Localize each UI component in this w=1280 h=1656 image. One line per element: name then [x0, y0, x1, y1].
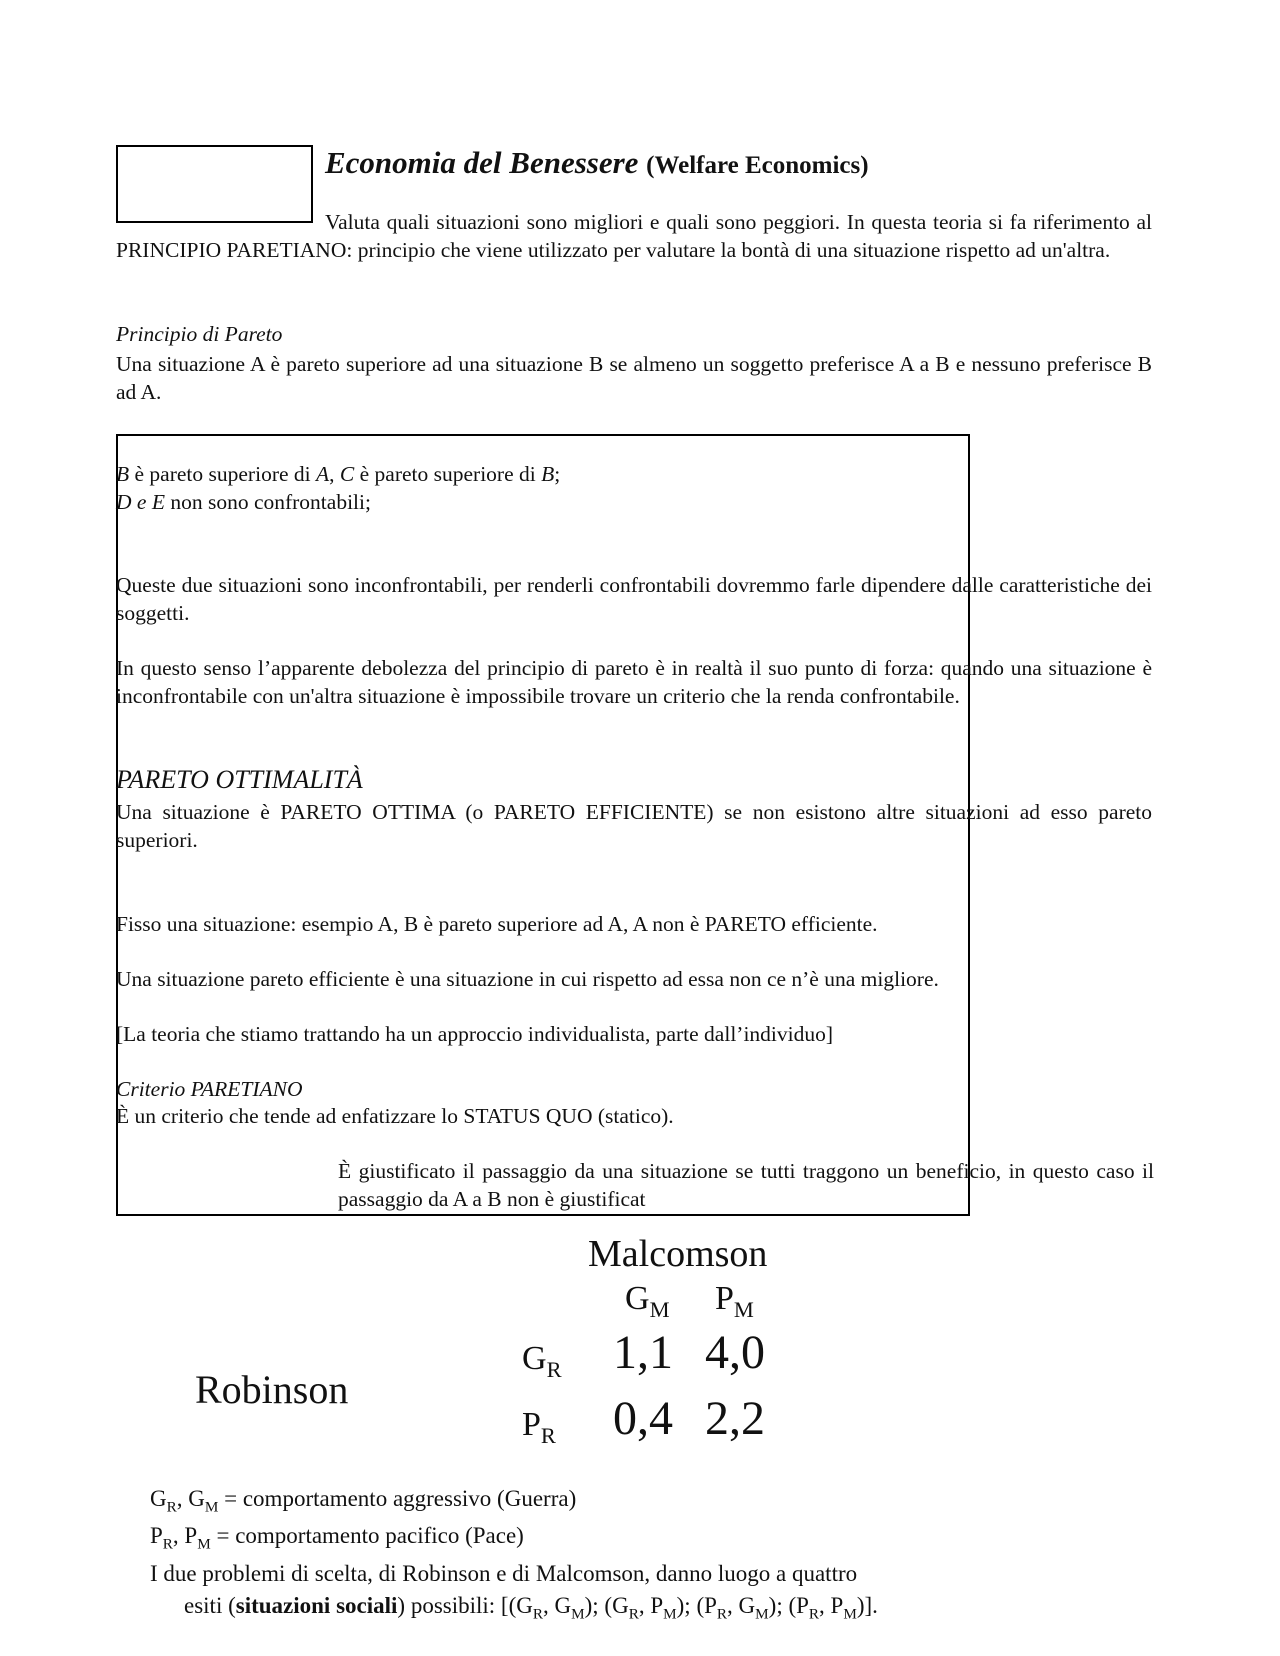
legend-symbol: G	[612, 1593, 629, 1618]
legend-sep: ); (	[676, 1593, 705, 1618]
legend-symbol: P	[650, 1593, 664, 1618]
legend-symbol: P	[704, 1593, 717, 1618]
intro-paragraph: Valuta quali situazioni sono migliori e quali sono peggiori. In questa teoria si fa riferimento al PRINCIPIO PARETIANO: principio che viene utilizzato per valutare la bontà di una situazione rispetto ad un'altra.	[116, 210, 1152, 262]
row-player-name: Robinson	[195, 1367, 349, 1412]
legend-bold: situazioni sociali	[235, 1593, 398, 1618]
legend-sep: ,	[176, 1486, 189, 1511]
pareto-principle-heading: Principio di Pareto	[116, 322, 283, 346]
legend-sep: ); (	[584, 1593, 613, 1618]
legend-sep: ,	[172, 1523, 185, 1548]
legend-symbol: G	[150, 1486, 167, 1511]
legend-sep: ,	[819, 1593, 831, 1618]
legend-symbol: P	[150, 1523, 163, 1548]
col-label-base: G	[625, 1280, 650, 1317]
legend-sub: M	[197, 1535, 211, 1553]
legend-line-4	[184, 1593, 878, 1623]
row-label-pr	[522, 1406, 556, 1448]
legend-sub: M	[843, 1605, 857, 1623]
legend-sub: R	[166, 1498, 177, 1516]
row-label-gr	[522, 1340, 562, 1382]
paragraph-giustificato: È giustificato il passaggio da una situazione se tutti traggono un beneficio, in questo caso il passaggio da A a B non è giustificat	[338, 1159, 1154, 1211]
legend-text: = comportamento aggressivo (Guerra)	[218, 1486, 577, 1511]
legend-sub: M	[663, 1605, 677, 1623]
legend-symbol: P	[796, 1593, 809, 1618]
example-text: ;	[554, 462, 561, 486]
payoff-gr-pm: 4,0	[705, 1326, 765, 1379]
example-text: è pareto superiore di	[129, 462, 316, 486]
paragraph-teoria: [La teoria che stiamo trattando ha un approccio individualista, parte dall’individuo]	[116, 1022, 834, 1046]
criterio-text: È un criterio che tende ad enfatizzare lo STATUS QUO (statico).	[116, 1104, 674, 1128]
example-de: D e E	[116, 490, 165, 514]
pareto-principle-text: Una situazione A è pareto superiore ad una situazione B se almeno un soggetto preferisce A a B e nessuno preferisce B ad A.	[116, 352, 1152, 404]
row-label-base: G	[522, 1340, 547, 1377]
payoff-pr-gm: 0,4	[613, 1392, 673, 1445]
legend-guerra	[150, 1486, 577, 1516]
legend-sub: R	[532, 1605, 543, 1623]
payoff-pr-pm: 2,2	[705, 1392, 765, 1445]
paragraph-inconfrontabili: Queste due situazioni sono inconfrontabili, per renderli confrontabili dovremmo farle dipendere dalle caratteristiche dei soggetti.	[116, 573, 1152, 625]
example-text: non sono confrontabili;	[164, 490, 371, 514]
legend-sub: M	[571, 1605, 585, 1623]
legend-sub: R	[628, 1605, 639, 1623]
legend-sub: M	[755, 1605, 769, 1623]
legend-symbol: G	[554, 1593, 572, 1618]
legend-text: esiti (	[184, 1593, 236, 1618]
ottimalita-text: Una situazione è PARETO OTTIMA (o PARETO EFFICIENTE) se non esistono altre situazioni ad esso pareto superiori.	[116, 800, 1152, 852]
col-label-sub: M	[733, 1296, 754, 1322]
title-sub: (Welfare Economics)	[646, 152, 869, 179]
legend-sub: R	[716, 1605, 728, 1623]
paragraph-efficiente: Una situazione pareto efficiente è una situazione in cui rispetto ad essa non ce n’è una migliore.	[116, 967, 939, 991]
legend-sep: ,	[727, 1593, 739, 1618]
legend-sep: ,	[638, 1593, 651, 1618]
row-label-sub: R	[540, 1422, 556, 1448]
legend-sub: R	[162, 1535, 173, 1553]
col-player-name: Malcomson	[588, 1233, 768, 1275]
criterio-heading: Criterio PARETIANO	[116, 1077, 303, 1101]
legend-symbol: P	[184, 1523, 198, 1548]
row-label-sub: R	[546, 1356, 562, 1382]
legend-text: = comportamento pacifico (Pace)	[210, 1523, 524, 1548]
legend-line-3: I due problemi di scelta, di Robinson e di Malcomson, danno luogo a quattro	[150, 1561, 858, 1586]
legend-symbol: G	[516, 1593, 533, 1618]
legend-symbol: G	[188, 1486, 205, 1511]
title-main: Economia del Benessere	[325, 145, 647, 180]
legend-pace	[150, 1523, 524, 1553]
ottimalita-heading: PARETO OTTIMALITÀ	[116, 765, 363, 794]
legend-text: ) possibili: [(	[397, 1593, 517, 1618]
example-b: B	[541, 462, 555, 486]
legend-sub: M	[204, 1498, 219, 1516]
legend-text: )].	[856, 1593, 878, 1618]
legend-symbol: G	[738, 1593, 756, 1618]
legend-sep: ,	[543, 1593, 555, 1618]
example-text: è pareto superiore di	[354, 462, 542, 486]
legend-symbol: P	[830, 1593, 844, 1618]
legend-sub: R	[808, 1605, 820, 1623]
legend-sep: ); (	[768, 1593, 797, 1618]
example-c: C	[339, 462, 355, 486]
col-label-sub: M	[649, 1296, 670, 1322]
col-label-pm	[715, 1280, 754, 1322]
payoff-gr-gm: 1,1	[613, 1326, 673, 1379]
example-b: B	[116, 462, 130, 486]
col-label-gm	[625, 1280, 670, 1322]
paragraph-fisso: Fisso una situazione: esempio A, B è pareto superiore ad A, A non è PARETO efficiente.	[116, 912, 878, 936]
row-label-base: P	[522, 1406, 541, 1443]
paragraph-debolezza: In questo senso l’apparente debolezza del principio di pareto è in realtà il suo punto di forza: quando una situazione è inconfrontabile con un'altra situazione è impossibile trovare un criterio che la renda confrontabile.	[116, 656, 1152, 708]
example-text: ,	[329, 462, 340, 486]
example-a: A	[316, 462, 330, 486]
col-label-base: P	[715, 1280, 734, 1317]
